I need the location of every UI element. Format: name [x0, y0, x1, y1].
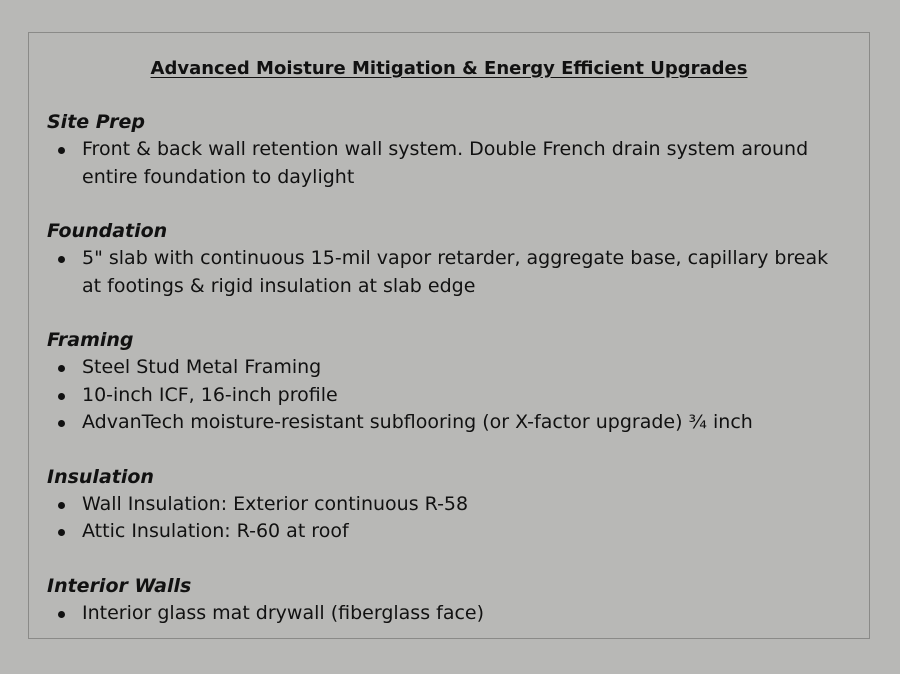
section-heading: Insulation: [47, 465, 154, 488]
list-item: [47, 245, 832, 300]
list-item: [47, 600, 832, 628]
list-item-text: Front & back wall retention wall system. Double French drain system around entire foundation to daylight: [82, 138, 809, 188]
bullet-icon: [58, 393, 65, 400]
list-item-text: 5" slab with continuous 15-mil vapor retarder, aggregate base, capillary break at footings & rigid insulation at slab edge: [82, 247, 829, 297]
sections-container: [47, 109, 847, 654]
list-item: [47, 491, 832, 519]
upgrades-panel: [28, 32, 870, 639]
list-item-text: 10-inch ICF, 16-inch profile: [82, 383, 338, 406]
list-item: [47, 354, 832, 382]
list-item: [47, 136, 832, 191]
bullet-icon: [58, 365, 65, 372]
bullet-list: [47, 600, 847, 628]
section-heading: Interior Walls: [47, 574, 192, 597]
list-item-text: Wall Insulation: Exterior continuous R-58: [82, 492, 469, 515]
section-site-prep: [47, 109, 847, 191]
list-item: [47, 382, 832, 410]
bullet-list: [47, 245, 847, 300]
bullet-icon: [58, 611, 65, 618]
bullet-list: [47, 491, 847, 546]
list-item-text: Steel Stud Metal Framing: [82, 356, 322, 378]
list-item-text: Interior glass mat drywall (fiberglass face): [82, 601, 485, 624]
bullet-list: [47, 136, 847, 191]
section-insulation: [47, 464, 847, 546]
list-item: [47, 409, 832, 437]
bullet-list: [47, 354, 847, 437]
section-framing: [47, 327, 847, 437]
bullet-icon: [58, 420, 65, 427]
bullet-icon: [58, 529, 65, 536]
section-heading: Framing: [47, 329, 134, 351]
section-heading: Foundation: [47, 220, 168, 242]
list-item: [47, 518, 832, 546]
section-foundation: [47, 218, 847, 300]
list-item-text: Attic Insulation: R-60 at roof: [82, 520, 349, 542]
section-interior-walls: [47, 573, 847, 628]
bullet-icon: [58, 256, 65, 263]
list-item-text: AdvanTech moisture-resistant subflooring (or X-factor upgrade) ¾ inch: [82, 411, 753, 433]
page-title: Advanced Moisture Mitigation & Energy Efficient Upgrades: [150, 58, 748, 79]
bullet-icon: [58, 147, 65, 154]
bullet-icon: [58, 502, 65, 509]
section-heading: Site Prep: [47, 111, 145, 133]
